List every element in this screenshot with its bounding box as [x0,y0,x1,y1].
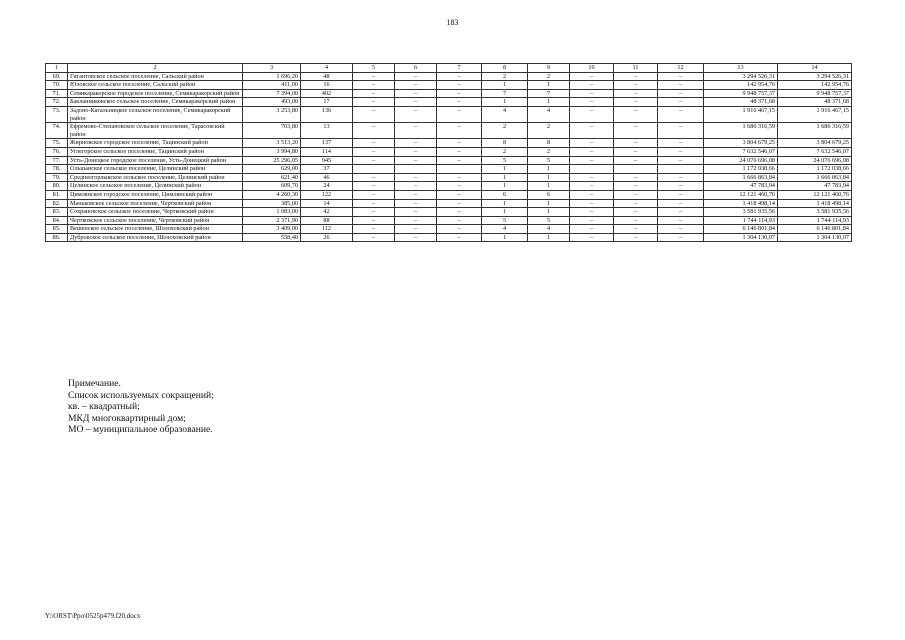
table-cell: – [353,139,395,148]
table-cell: 6 146 801,84 [704,225,778,234]
table-cell: 5 [482,156,528,165]
table-cell: – [353,225,395,234]
table-cell: 84. [46,216,68,225]
table-row [46,156,852,165]
table-cell: 385,00 [243,199,301,208]
table-row [46,216,852,225]
table-cell: – [658,89,704,98]
table-cell: 3 804 679,25 [778,139,852,148]
table-cell: – [353,182,395,191]
table-cell: 609,70 [243,182,301,191]
table-cell: – [437,233,482,242]
table-cell: – [614,233,658,242]
table-cell: – [570,225,614,234]
table-cell: 3 409,00 [243,225,301,234]
table-cell: – [395,208,437,217]
table-cell: 1 686 316,59 [704,123,778,139]
table-cell: Ефремово-Степановское сельское поселение, Тарасовский район [68,123,243,139]
table-cell: – [437,72,482,81]
table-cell: 86. [46,233,68,242]
table-cell: 47 783,94 [778,182,852,191]
table-cell: – [658,199,704,208]
table-cell: 7 632 546,07 [704,147,778,156]
table-cell: – [437,208,482,217]
table-cell: 82. [46,199,68,208]
table-cell: – [395,190,437,199]
table-cell: – [658,123,704,139]
table-cell: 3 804 679,25 [704,139,778,148]
table-cell: – [437,225,482,234]
table-cell: 12 121 460,76 [778,190,852,199]
table-cell: 493,00 [243,98,301,107]
table-cell: 80. [46,182,68,191]
table-cell: 1 418 498,14 [778,199,852,208]
table-cell: 7 632 546,07 [778,147,852,156]
table-row [46,106,852,122]
table-cell: 1 [482,208,528,217]
table-cell: 1 686 316,59 [778,123,852,139]
table-cell: 1 [528,81,570,90]
table-cell: 78. [46,165,68,174]
table-cell: – [437,98,482,107]
table-cell: 6 [528,190,570,199]
table-cell: 9 948 757,37 [704,89,778,98]
table-cell: – [658,139,704,148]
column-header: 10 [570,64,614,73]
table-cell: 1 172 038,66 [704,165,778,174]
footer-file-path: Y:\ORST\Ppo\0525p479.f20.docx [45,612,141,620]
page-number: 183 [446,18,459,27]
column-header: 2 [68,64,243,73]
table-cell: – [353,89,395,98]
table-cell: – [395,216,437,225]
column-header: 8 [482,64,528,73]
table-cell: 76. [46,147,68,156]
table-row [46,98,852,107]
table-cell: 3 581 935,56 [704,208,778,217]
table-cell: 137 [301,139,353,148]
table-cell: – [658,173,704,182]
column-header: 1 [46,64,68,73]
table-cell: 3 253,80 [243,106,301,122]
table-cell [570,165,614,174]
table-cell: 1 [528,98,570,107]
table-cell: 2 371,90 [243,216,301,225]
table-cell: – [395,81,437,90]
table-cell: 2 [528,147,570,156]
table-cell: – [353,147,395,156]
table-cell: – [614,81,658,90]
table-cell: 83. [46,208,68,217]
table-cell: – [395,182,437,191]
table-cell: 1 [528,173,570,182]
table-cell: 142 954,76 [778,81,852,90]
column-header: 7 [437,64,482,73]
table-cell: 1 [482,199,528,208]
table-row [46,199,852,208]
table-cell: – [658,233,704,242]
table-cell: 122 [301,190,353,199]
table-cell: 1 083,00 [243,208,301,217]
table-cell: Ольшанское сельское поселение, Целинский район [68,165,243,174]
table-cell: 24 076 696,08 [704,156,778,165]
table-cell: 85. [46,225,68,234]
table-cell: 8 [482,139,528,148]
table-cell: – [437,147,482,156]
table-cell: 24 [301,182,353,191]
table-body [46,72,852,242]
table-cell: – [570,123,614,139]
table-cell: – [353,216,395,225]
table-cell: 2 [482,123,528,139]
table-cell: 46 [301,173,353,182]
table-cell: – [614,182,658,191]
table-row [46,139,852,148]
column-header: 12 [658,64,704,73]
table-cell: 142 954,76 [704,81,778,90]
table-cell: – [570,233,614,242]
table-cell: – [353,81,395,90]
table-cell: 1 [482,81,528,90]
table-cell: Целинское сельское поселение, Целинский район [68,182,243,191]
table-cell: – [658,72,704,81]
column-header: 9 [528,64,570,73]
column-header: 3 [243,64,301,73]
table-cell: 621,40 [243,173,301,182]
table-cell: Задоно-Кагальницкое сельское поселение, Семикаракорский район [68,106,243,122]
table-cell: 25 296,05 [243,156,301,165]
table-cell: – [395,233,437,242]
table-header-row [46,64,852,73]
table-cell: – [658,190,704,199]
table-cell: 75. [46,139,68,148]
table-cell: – [570,216,614,225]
table-cell: – [395,147,437,156]
data-table-container [45,63,851,242]
table-cell: 70. [46,81,68,90]
note-line: Список используемых сокращений; [68,389,214,401]
table-cell: – [614,216,658,225]
table-cell: Дубровское сельское поселение, Шолоховский район [68,233,243,242]
table-cell: 1 [528,182,570,191]
table-cell: – [614,123,658,139]
table-cell: – [395,106,437,122]
table-cell: – [570,106,614,122]
table-cell: 5 [528,156,570,165]
table-row [46,173,852,182]
table-cell: – [570,147,614,156]
table-cell: – [395,225,437,234]
table-cell: 9 948 757,37 [778,89,852,98]
table-cell: 81. [46,190,68,199]
table-cell: 48 371,68 [778,98,852,107]
table-cell: 703,80 [243,123,301,139]
table-cell: – [395,89,437,98]
table-cell: 629,00 [243,165,301,174]
table-cell: – [437,81,482,90]
table-cell: – [570,173,614,182]
table-cell: – [658,216,704,225]
table-cell: 17 [301,98,353,107]
table-cell: 3 581 935,56 [778,208,852,217]
table-cell: 37 [301,165,353,174]
table-cell: 71. [46,89,68,98]
table-cell: – [570,72,614,81]
table-cell: 2 [528,123,570,139]
table-cell: 6 146 801,84 [778,225,852,234]
table-cell: 8 [528,139,570,148]
table-cell: 1 [528,199,570,208]
table-cell: – [353,72,395,81]
table-cell: Юловское сельское поселение, Сальский район [68,81,243,90]
table-cell: – [570,156,614,165]
table-cell: – [353,190,395,199]
table-cell: – [570,139,614,148]
table-cell: 3 513,20 [243,139,301,148]
table-cell: 1 666 863,84 [778,173,852,182]
table-cell: 1 304 130,07 [778,233,852,242]
table-cell: – [614,147,658,156]
table-cell: 1 916 467,15 [778,106,852,122]
table-cell: 1 744 114,93 [704,216,778,225]
table-cell: Углегорское сельское поселение, Тацинский район [68,147,243,156]
table-cell: 1 [528,208,570,217]
table-cell: – [658,225,704,234]
table-cell: 1 [528,233,570,242]
table-cell: 112 [301,225,353,234]
table-cell: 79. [46,173,68,182]
table-cell: 3 294 526,31 [704,72,778,81]
table-cell: – [437,139,482,148]
table-cell: 558,40 [243,233,301,242]
table-cell: 2 [528,72,570,81]
table-cell: 13 [301,123,353,139]
table-row [46,190,852,199]
table-cell: – [353,156,395,165]
table-cell: 88 [301,216,353,225]
table-cell: 1 [482,182,528,191]
table-cell: 4 [528,106,570,122]
table-cell: – [353,98,395,107]
table-cell: – [437,199,482,208]
table-cell: Цимлянское городское поселение, Цимлянский район [68,190,243,199]
note-line: МО – муниципальное образование. [68,424,213,436]
table-cell: 1 418 498,14 [704,199,778,208]
table-cell: Чертковское сельское поселение, Чертковский район [68,216,243,225]
table-cell: – [395,139,437,148]
table-cell [437,165,482,174]
table-cell: 3 994,80 [243,147,301,156]
table-cell: 4 260,30 [243,190,301,199]
table-cell: 48 [301,72,353,81]
table-cell: – [395,173,437,182]
table-cell: – [614,72,658,81]
table-cell: 77. [46,156,68,165]
table-cell [658,165,704,174]
table-cell: – [658,156,704,165]
note-title: Примечание. [68,378,121,389]
table-cell: 12 121 460,76 [704,190,778,199]
table-cell: – [437,173,482,182]
table-cell: 1 696,20 [243,72,301,81]
table-cell: Сохрановское сельское поселение, Чертковский район [68,208,243,217]
table-cell: – [614,225,658,234]
table-cell: – [437,106,482,122]
column-header: 11 [614,64,658,73]
table-cell: – [570,199,614,208]
table-row [46,147,852,156]
table-row [46,81,852,90]
table-cell: 411,00 [243,81,301,90]
table-cell: 16 [301,81,353,90]
table-cell: – [658,81,704,90]
table-cell: – [437,182,482,191]
table-cell: Усть-Донецкое городское поселение, Усть-Донецкий район [68,156,243,165]
column-header: 14 [778,64,852,73]
table-cell: – [353,199,395,208]
table-cell: 2 [482,72,528,81]
table-cell [614,165,658,174]
table-cell: 114 [301,147,353,156]
table-cell: – [570,81,614,90]
table-cell: – [395,156,437,165]
table-cell: – [353,173,395,182]
table-cell: 3 294 526,31 [778,72,852,81]
table-cell: 7 [528,89,570,98]
table-cell: Жирновское городское поселение, Тацинский район [68,139,243,148]
table-cell: 1 172 038,66 [778,165,852,174]
table-cell: – [437,216,482,225]
table-cell [353,165,395,174]
table-cell: – [658,147,704,156]
column-header: 5 [353,64,395,73]
table-cell: 5 [482,216,528,225]
table-cell: 1 [528,165,570,174]
table-cell: 72. [46,98,68,107]
table-cell: – [614,106,658,122]
table-cell: – [614,89,658,98]
table-row [46,233,852,242]
table-cell: Семикаракорское городское поселение, Семикаракорский район [68,89,243,98]
table-cell: Вешенское сельское поселение, Шолоховский район [68,225,243,234]
table-cell: 74. [46,123,68,139]
table-row [46,208,852,217]
table-cell: – [614,208,658,217]
table-cell: 26 [301,233,353,242]
table-cell: – [437,89,482,98]
table-cell: – [395,123,437,139]
table-cell: 14 [301,199,353,208]
table-row [46,165,852,174]
table-cell: 1 744 114,93 [778,216,852,225]
table-cell: – [614,173,658,182]
column-header: 13 [704,64,778,73]
table-cell: – [353,208,395,217]
table-cell: 4 [482,225,528,234]
table-cell: – [658,208,704,217]
column-header: 6 [395,64,437,73]
table-cell: – [614,199,658,208]
table-cell: Бакланниковское сельское поселение, Семикаракорский район [68,98,243,107]
table-cell: – [658,182,704,191]
table-cell: – [570,182,614,191]
table-cell: – [437,123,482,139]
table-cell: – [353,123,395,139]
table-row [46,89,852,98]
table-cell: – [614,156,658,165]
table-cell: – [395,199,437,208]
table-cell: 1 916 467,15 [704,106,778,122]
table-cell: 136 [301,106,353,122]
table-cell: – [437,156,482,165]
table-cell: – [395,98,437,107]
table-cell: 73. [46,106,68,122]
data-table [45,63,852,242]
note-line: МКД многоквартирный дом; [68,412,186,424]
table-cell: 6 [482,190,528,199]
table-cell: 1 [482,173,528,182]
table-cell: 24 076 696,08 [778,156,852,165]
table-cell: – [353,233,395,242]
table-cell: – [437,190,482,199]
table-cell: 1 [482,98,528,107]
table-row [46,72,852,81]
table-cell: – [353,106,395,122]
table-cell: – [570,190,614,199]
note-line: кв. – квадратный; [68,401,140,413]
notes-section [68,378,214,436]
table-cell: Маньковское сельское поселение, Чертковский район [68,199,243,208]
table-cell: – [614,98,658,107]
table-cell: 69. [46,72,68,81]
table-cell [395,165,437,174]
table-cell: – [614,190,658,199]
table-cell: Гигантовское сельское поселение, Сальский район [68,72,243,81]
table-cell: 48 371,68 [704,98,778,107]
table-cell: 1 [482,165,528,174]
table-cell: 7 [482,89,528,98]
table-cell: – [570,89,614,98]
table-cell: 7 394,00 [243,89,301,98]
table-cell: 945 [301,156,353,165]
table-cell: – [570,208,614,217]
table-cell: 2 [482,147,528,156]
table-cell: – [658,98,704,107]
table-cell: 4 [482,106,528,122]
table-row [46,225,852,234]
table-cell: – [570,98,614,107]
table-cell: 1 666 863,84 [704,173,778,182]
table-cell: 5 [528,216,570,225]
column-header: 4 [301,64,353,73]
table-row [46,123,852,139]
table-cell: – [614,139,658,148]
table-row [46,182,852,191]
table-cell: – [658,106,704,122]
table-cell: Среднеегорлыкское сельское поселение, Целинский район [68,173,243,182]
table-cell: – [395,72,437,81]
table-cell: 47 783,94 [704,182,778,191]
table-cell: 1 [482,233,528,242]
table-cell: 4 [528,225,570,234]
table-cell: 42 [301,208,353,217]
table-cell: 1 304 130,07 [704,233,778,242]
table-cell: 402 [301,89,353,98]
